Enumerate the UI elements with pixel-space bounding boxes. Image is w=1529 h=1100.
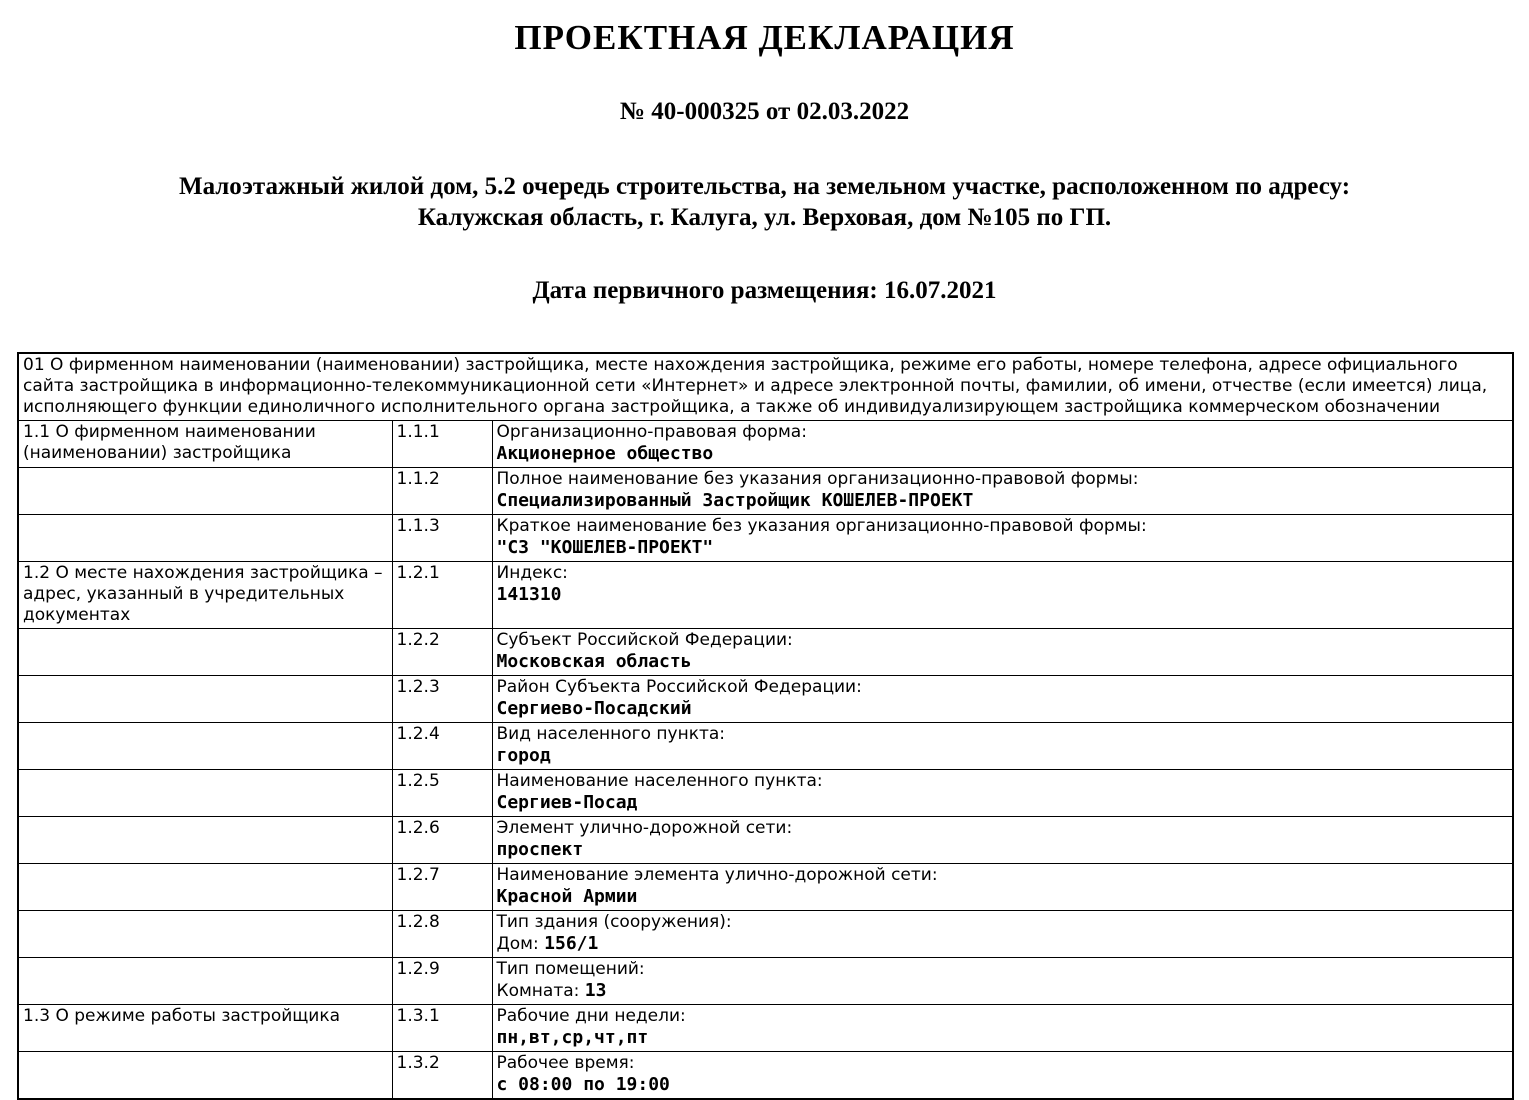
table-row: [18, 958, 1513, 1005]
section-header-row: [18, 353, 1513, 421]
field-value-line: [497, 537, 1509, 559]
row-group-label: [18, 468, 392, 515]
row-group-label: [18, 723, 392, 770]
row-code: 1.2.6: [392, 817, 492, 864]
row-code: 1.2.5: [392, 770, 492, 817]
section-header: 01 О фирменном наименовании (наименовании) застройщика, месте нахождения застройщика, режиме его работы, номере телефона, адресе официального сайта застройщика в информационно-телекоммуникационной сети «Интернет» и адресе электронной почты, фамилии, об имени, отчестве (если имеется) лица, исполняющего функции единоличного исполнительного органа застройщика, а также об индивидуализирующем застройщика коммерческом обозначении: [18, 353, 1513, 421]
row-content-cell: [492, 421, 1513, 468]
row-group-label: [18, 817, 392, 864]
field-value-line: [497, 651, 1509, 673]
field-label: Субъект Российской Федерации:: [496, 630, 793, 650]
row-content-cell: [492, 817, 1513, 864]
row-content-cell: [492, 864, 1513, 911]
row-group-label: [18, 629, 392, 676]
row-code: 1.3.2: [392, 1052, 492, 1100]
object-description: [17, 172, 1512, 233]
field-value-line: [497, 886, 1509, 908]
object-description-line-1: Малоэтажный жилой дом, 5.2 очередь строительства, на земельном участке, расположенном по адресу:: [178, 173, 1351, 200]
field-value-line: [497, 792, 1509, 814]
field-value-line: [497, 1027, 1509, 1049]
row-group-label: 1.3 О режиме работы застройщика: [18, 1005, 392, 1052]
field-value-prefix: Дом:: [496, 934, 545, 954]
row-content-cell: [492, 723, 1513, 770]
field-value: "СЗ "КОШЕЛЕВ-ПРОЕКТ": [496, 537, 714, 558]
row-content-cell: [492, 515, 1513, 562]
table-row: [18, 1005, 1513, 1052]
row-group-label: [18, 911, 392, 958]
table-row: [18, 421, 1513, 468]
field-value-line: [497, 490, 1509, 512]
row-code: 1.2.3: [392, 676, 492, 723]
row-code: 1.3.1: [392, 1005, 492, 1052]
row-code: 1.2.2: [392, 629, 492, 676]
field-value-line: [497, 980, 1509, 1002]
row-code: 1.1.2: [392, 468, 492, 515]
field-value-line: [497, 584, 1509, 606]
row-group-label: 1.1 О фирменном наименовании (наименовании) застройщика: [18, 421, 392, 468]
field-value: пн,вт,ср,чт,пт: [496, 1027, 649, 1048]
table-row: [18, 723, 1513, 770]
object-description-line-2: Калужская область, г. Калуга, ул. Верховая, дом №105 по ГП.: [417, 203, 1112, 231]
field-label: Элемент улично-дорожной сети:: [496, 818, 793, 838]
document-title: ПРОЕКТНАЯ ДЕКЛАРАЦИЯ: [514, 18, 1015, 57]
field-value: 13: [584, 980, 607, 1001]
table-row: [18, 1052, 1513, 1100]
row-content-cell: [492, 1052, 1513, 1100]
field-value-line: [497, 443, 1509, 465]
row-group-label: 1.2 О месте нахождения застройщика – адрес, указанный в учредительных документах: [18, 562, 392, 629]
field-value: с 08:00 по 19:00: [496, 1074, 670, 1095]
declaration-number: № 40-000325 от 02.03.2022: [619, 98, 910, 125]
row-content-cell: [492, 1005, 1513, 1052]
row-content-cell: [492, 770, 1513, 817]
row-group-label: [18, 515, 392, 562]
field-value: Красной Армии: [496, 886, 638, 907]
row-content-cell: [492, 958, 1513, 1005]
declaration-table: [17, 352, 1514, 1100]
row-content-cell: [492, 676, 1513, 723]
field-value-line: [497, 1074, 1509, 1096]
field-label: Организационно-правовая форма:: [496, 422, 807, 442]
row-content-cell: [492, 468, 1513, 515]
field-label: Район Субъекта Российской Федерации:: [496, 677, 862, 697]
row-code: 1.2.4: [392, 723, 492, 770]
placement-date: Дата первичного размещения: 16.07.2021: [532, 277, 997, 304]
field-value-line: [497, 745, 1509, 767]
field-value: город: [496, 745, 551, 766]
field-value: 141310: [496, 584, 562, 605]
table-row: [18, 676, 1513, 723]
field-label: Наименование элемента улично-дорожной сети:: [496, 865, 938, 885]
row-code: 1.2.1: [392, 562, 492, 629]
field-label: Тип помещений:: [496, 959, 645, 979]
row-code: 1.2.8: [392, 911, 492, 958]
row-group-label: [18, 864, 392, 911]
field-value: Сергиево-Посадский: [496, 698, 692, 719]
field-value-line: [497, 839, 1509, 861]
field-label: Рабочие дни недели:: [496, 1006, 686, 1026]
field-value: 156/1: [544, 933, 599, 954]
field-label: Тип здания (сооружения):: [496, 912, 732, 932]
field-value: Сергиев-Посад: [496, 792, 638, 813]
row-code: 1.1.1: [392, 421, 492, 468]
table-row: [18, 515, 1513, 562]
field-label: Индекс:: [496, 563, 568, 583]
field-label: Рабочее время:: [496, 1053, 635, 1073]
row-code: 1.2.9: [392, 958, 492, 1005]
table-row: [18, 562, 1513, 629]
field-label: Наименование населенного пункта:: [496, 771, 823, 791]
field-label: Краткое наименование без указания организационно-правовой формы:: [496, 516, 1147, 536]
row-code: 1.2.7: [392, 864, 492, 911]
row-code: 1.1.3: [392, 515, 492, 562]
field-value-prefix: Комната:: [496, 981, 585, 1001]
row-group-label: [18, 770, 392, 817]
table-row: [18, 864, 1513, 911]
field-value: Акционерное общество: [496, 443, 714, 464]
field-label: Вид населенного пункта:: [496, 724, 726, 744]
table-row: [18, 468, 1513, 515]
field-value-line: [497, 698, 1509, 720]
field-value: Московская область: [496, 651, 692, 672]
field-value: Специализированный Застройщик КОШЕЛЕВ-ПРОЕКТ: [496, 490, 974, 511]
row-group-label: [18, 1052, 392, 1100]
declaration-table-body: [18, 353, 1513, 1099]
row-content-cell: [492, 629, 1513, 676]
table-row: [18, 911, 1513, 958]
row-group-label: [18, 676, 392, 723]
table-row: [18, 629, 1513, 676]
field-value-line: [497, 933, 1509, 955]
table-row: [18, 770, 1513, 817]
row-content-cell: [492, 911, 1513, 958]
field-value: проспект: [496, 839, 584, 860]
row-content-cell: [492, 562, 1513, 629]
row-group-label: [18, 958, 392, 1005]
field-label: Полное наименование без указания организационно-правовой формы:: [496, 469, 1139, 489]
table-row: [18, 817, 1513, 864]
